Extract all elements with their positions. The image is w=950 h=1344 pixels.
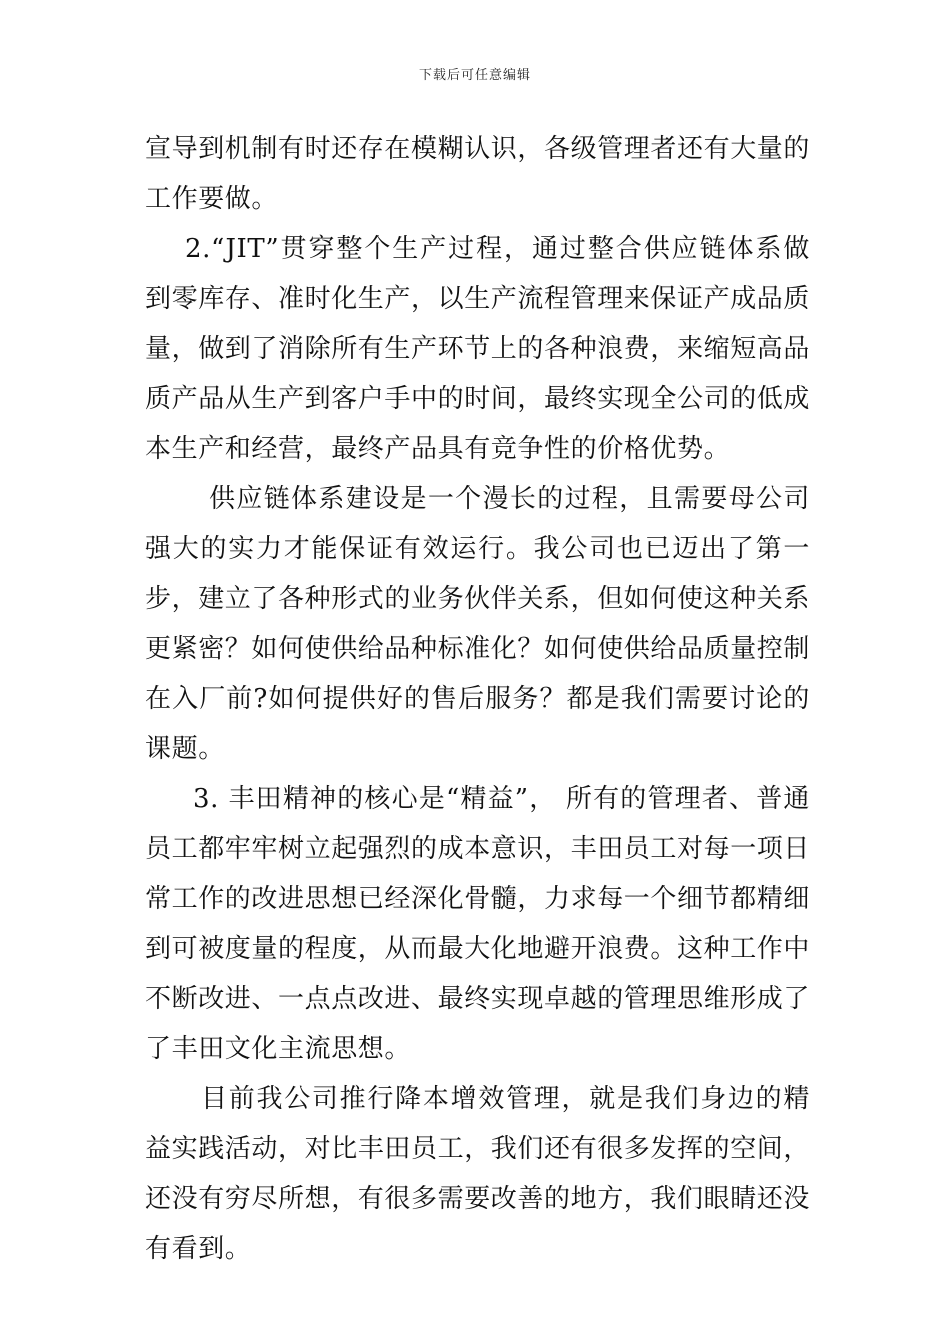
paragraph-jit: 2.“JIT”贯穿整个生产过程，通过整合供应链体系做到零库存、准时化生产，以生产流程管理来保证产成品质量，做到了消除所有生产环节上的各种浪费，来缩短高品质产品从生产到客户手中的时间，最终实现全公司的低成本生产和经营，最终产品具有竞争性的价格优势。	[145, 234, 811, 464]
paragraph-cost-reduction: 目前我公司推行降本增效管理，就是我们身边的精益实践活动，对比丰田员工，我们还有很多发挥的空间，还没有穷尽所想，有很多需要改善的地方，我们眼睛还没有看到。	[145, 1084, 811, 1264]
paragraph-supply-chain: 供应链体系建设是一个漫长的过程，且需要母公司强大的实力才能保证有效运行。我公司也已迈出了第一步，建立了各种形式的业务伙伴关系，但如何使这种关系更紧密？如何使供给品种标准化？如何使供给品质量控制在入厂前?如何提供好的售后服务？都是我们需要讨论的课题。	[145, 484, 811, 764]
paragraph-lean-spirit: 3. 丰田精神的核心是“精益”， 所有的管理者、普通员工都牢牢树立起强烈的成本意识，丰田员工对每一项日常工作的改进思想已经深化骨髓，力求每一个细节都精细到可被度量的程度，从而最大化地避开浪费。这种工作中不断改进、一点点改进、最终实现卓越的管理思维形成了了丰田文化主流思想。	[145, 784, 811, 1064]
paragraph-continuation: 宣导到机制有时还存在模糊认识，各级管理者还有大量的工作要做。	[145, 134, 811, 214]
document-body	[145, 124, 810, 1274]
page-header-note: 下载后可任意编辑	[418, 68, 531, 83]
